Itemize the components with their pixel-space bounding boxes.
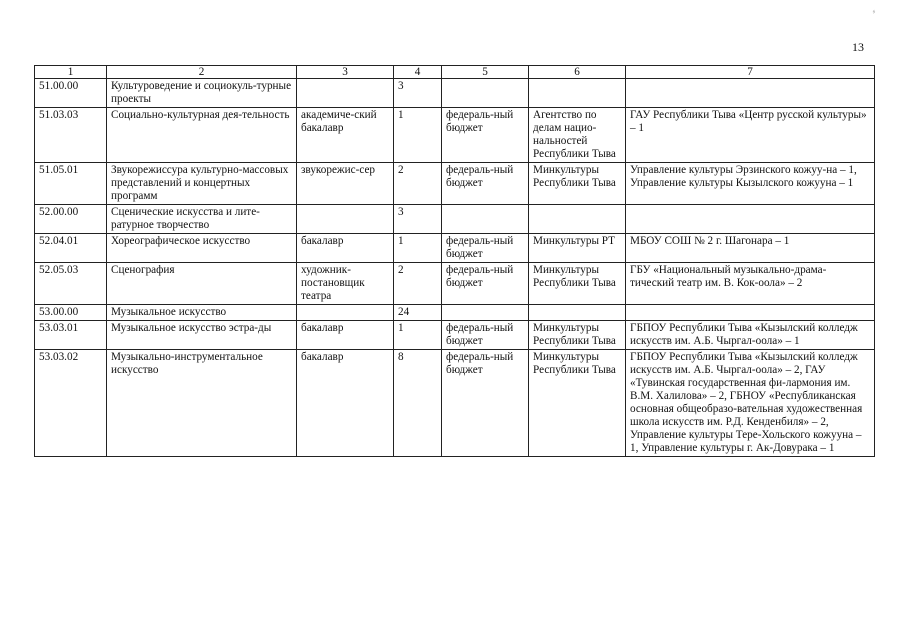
name-cell: Музыкальное искусство эстра-ды — [107, 321, 297, 350]
qualification-cell: бакалавр — [297, 234, 394, 263]
count-cell: 2 — [394, 163, 442, 205]
name-cell: Социально-культурная дея-тельность — [107, 108, 297, 163]
name-cell: Музыкальное искусство — [107, 305, 297, 321]
funding-cell: федераль-ный бюджет — [442, 350, 529, 457]
name-cell: Звукорежиссура культурно-массовых представлений и концертных программ — [107, 163, 297, 205]
header-cell: 6 — [529, 66, 626, 79]
code-cell: 51.00.00 — [35, 79, 107, 108]
authority-cell: Минкультуры Республики Тыва — [529, 350, 626, 457]
header-cell: 1 — [35, 66, 107, 79]
code-cell: 53.03.02 — [35, 350, 107, 457]
funding-cell: федераль-ный бюджет — [442, 108, 529, 163]
header-cell: 7 — [626, 66, 875, 79]
count-cell: 1 — [394, 321, 442, 350]
authority-cell — [529, 205, 626, 234]
name-cell: Хореографическое искусство — [107, 234, 297, 263]
qualification-cell — [297, 205, 394, 234]
code-cell: 53.03.01 — [35, 321, 107, 350]
table-row — [35, 205, 875, 234]
funding-cell — [442, 305, 529, 321]
corner-scan-mark: ⸗ — [869, 5, 878, 17]
code-cell: 51.05.01 — [35, 163, 107, 205]
authority-cell — [529, 79, 626, 108]
table-row — [35, 263, 875, 305]
qualification-cell: художник-постановщик театра — [297, 263, 394, 305]
authority-cell: Минкультуры Республики Тыва — [529, 163, 626, 205]
funding-cell: федераль-ный бюджет — [442, 321, 529, 350]
header-cell: 2 — [107, 66, 297, 79]
count-cell: 2 — [394, 263, 442, 305]
authority-cell: Агентство по делам нацио-нальностей Республики Тыва — [529, 108, 626, 163]
count-cell: 3 — [394, 205, 442, 234]
header-cell: 5 — [442, 66, 529, 79]
organizations-cell: ГБУ «Национальный музыкально-драма-тический театр им. В. Кок-оола» – 2 — [626, 263, 875, 305]
code-cell: 52.05.03 — [35, 263, 107, 305]
code-cell: 53.00.00 — [35, 305, 107, 321]
authority-cell: Минкультуры РТ — [529, 234, 626, 263]
authority-cell: Минкультуры Республики Тыва — [529, 321, 626, 350]
funding-cell: федераль-ный бюджет — [442, 234, 529, 263]
funding-cell: федераль-ный бюджет — [442, 163, 529, 205]
funding-cell — [442, 79, 529, 108]
organizations-cell: МБОУ СОШ № 2 г. Шагонара – 1 — [626, 234, 875, 263]
qualification-cell: бакалавр — [297, 321, 394, 350]
document-table — [34, 65, 875, 457]
qualification-cell — [297, 79, 394, 108]
organizations-cell — [626, 79, 875, 108]
organizations-cell — [626, 305, 875, 321]
count-cell: 24 — [394, 305, 442, 321]
funding-cell — [442, 205, 529, 234]
qualification-cell — [297, 305, 394, 321]
code-cell: 52.04.01 — [35, 234, 107, 263]
page-number: 13 — [852, 40, 864, 54]
code-cell: 52.00.00 — [35, 205, 107, 234]
table-row — [35, 234, 875, 263]
table-row — [35, 350, 875, 457]
table-row — [35, 79, 875, 108]
table-row — [35, 163, 875, 205]
qualification-cell: звукорежис-сер — [297, 163, 394, 205]
organizations-cell: ГАУ Республики Тыва «Центр русской культуры» – 1 — [626, 108, 875, 163]
table-header-row — [35, 66, 875, 79]
table-row — [35, 321, 875, 350]
authority-cell — [529, 305, 626, 321]
name-cell: Культуроведение и социокуль-турные проекты — [107, 79, 297, 108]
qualification-cell: бакалавр — [297, 350, 394, 457]
funding-cell: федераль-ный бюджет — [442, 263, 529, 305]
organizations-cell: ГБПОУ Республики Тыва «Кызылский колледж искусств им. А.Б. Чыргал-оола» – 2, ГАУ «Тувинская государственная фи-лармония им. В.М. Халилова» – 2, ГБНОУ «Республиканская основная общеобразо-вательная художественная школа искусств им. Р.Д. Кенденбиля» – 2, Управление культуры Тере-Хольского кожууна – 1, Управление культуры г. Ак-Довурака – 1 — [626, 350, 875, 457]
count-cell: 8 — [394, 350, 442, 457]
name-cell: Сценография — [107, 263, 297, 305]
name-cell: Сценические искусства и лите-ратурное творчество — [107, 205, 297, 234]
organizations-cell: Управление культуры Эрзинского кожуу-на – 1, Управление культуры Кызылского кожууна – 1 — [626, 163, 875, 205]
header-cell: 4 — [394, 66, 442, 79]
table-row — [35, 108, 875, 163]
organizations-cell: ГБПОУ Республики Тыва «Кызылский колледж искусств им. А.Б. Чыргал-оола» – 1 — [626, 321, 875, 350]
count-cell: 1 — [394, 234, 442, 263]
table-body — [35, 79, 875, 457]
table-row — [35, 305, 875, 321]
organizations-cell — [626, 205, 875, 234]
header-cell: 3 — [297, 66, 394, 79]
code-cell: 51.03.03 — [35, 108, 107, 163]
count-cell: 1 — [394, 108, 442, 163]
authority-cell: Минкультуры Республики Тыва — [529, 263, 626, 305]
qualification-cell: академиче-ский бакалавр — [297, 108, 394, 163]
name-cell: Музыкально-инструментальное искусство — [107, 350, 297, 457]
count-cell: 3 — [394, 79, 442, 108]
